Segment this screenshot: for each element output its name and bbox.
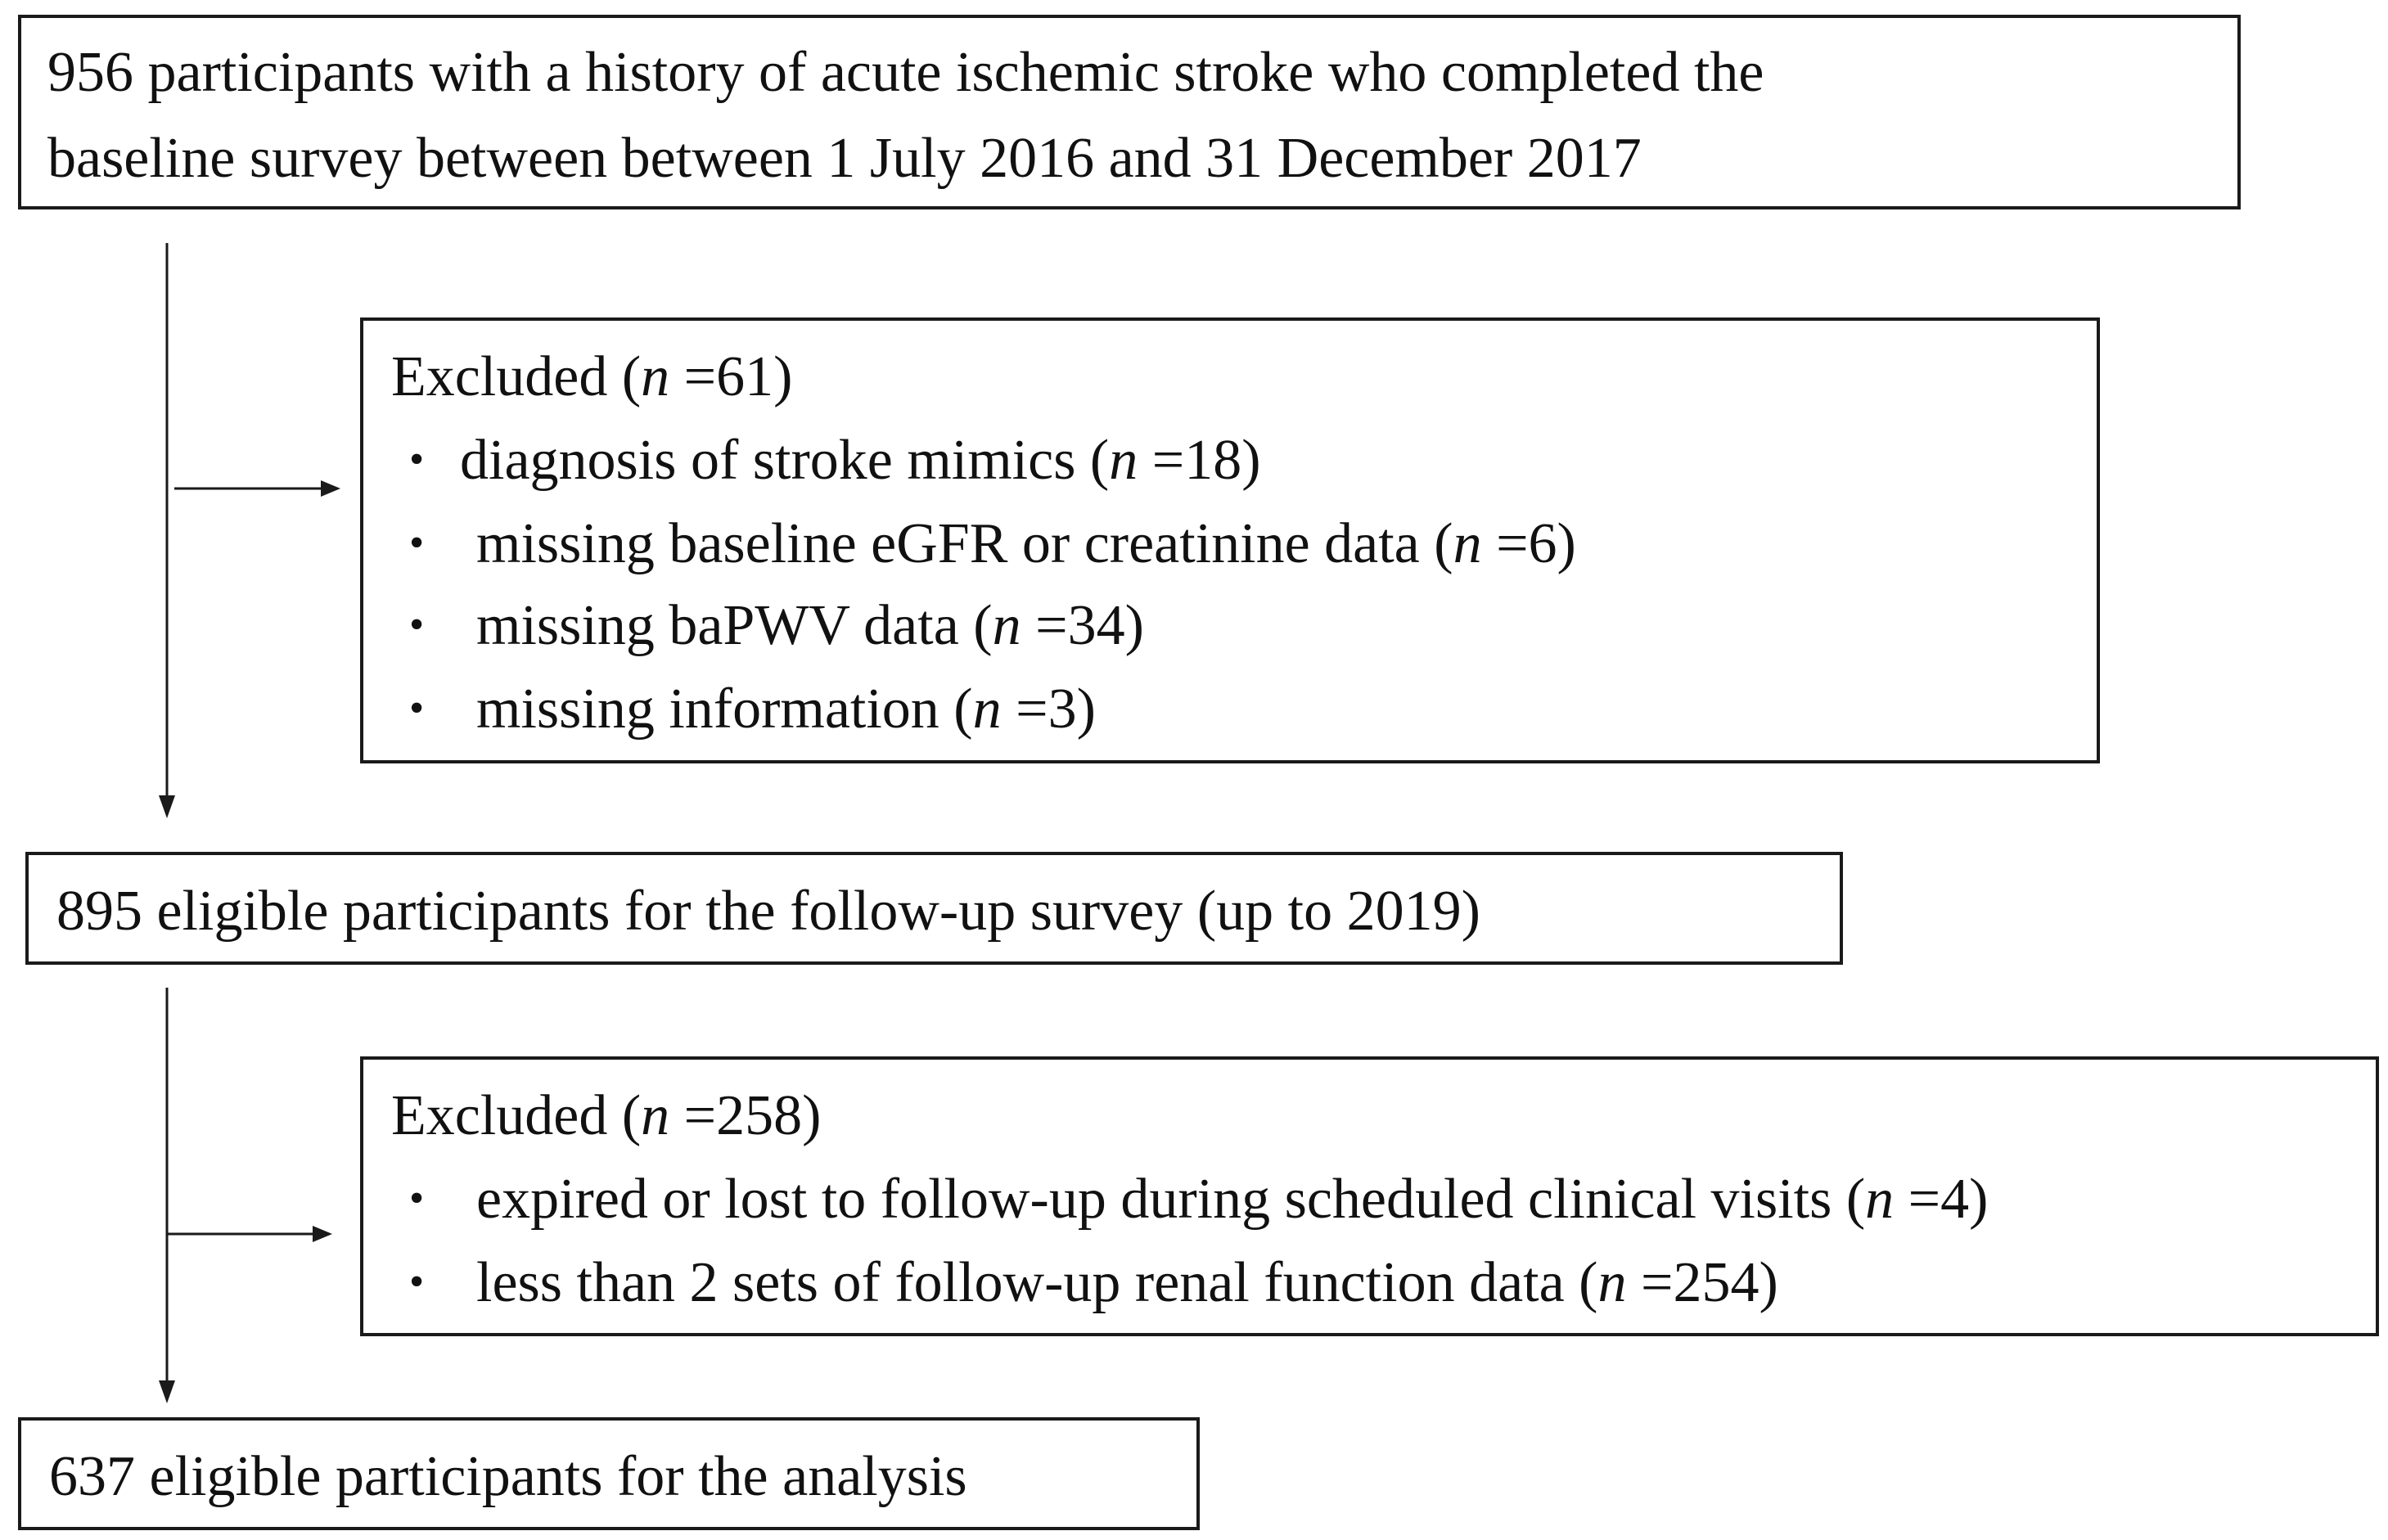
exclusion-1-item-2-text: missing baseline eGFR or creatinine data (	[476, 512, 1453, 575]
exclusion-1-item-4-suffix: =3)	[1001, 678, 1096, 741]
baseline-box-line-1: 956 participants with a history of acute ischemic stroke who completed the	[47, 41, 1764, 104]
exclusion-1-item-2-suffix: =6)	[1481, 512, 1576, 575]
exclusion-2-item-2-text: less than 2 sets of follow-up renal function data (	[476, 1251, 1598, 1314]
exclusion-1-item-1-suffix: =18)	[1138, 429, 1261, 492]
exclusion-2-title-prefix: Excluded (	[391, 1084, 642, 1147]
exclusion-1-item-2	[476, 512, 1576, 575]
exclusion-1-item-4-n: n	[972, 678, 1002, 741]
exclusion-1-bullet-4: •	[409, 685, 425, 732]
exclusion-2-item-2	[476, 1251, 1778, 1314]
exclusion-2-item-1-text: expired or lost to follow-up during scheduled clinical visits (	[476, 1168, 1866, 1231]
exclusion-1-item-1	[460, 429, 1261, 492]
exclusion-2-bullet-2: •	[409, 1259, 425, 1305]
exclusion-1-title-prefix: Excluded (	[391, 345, 642, 408]
exclusion-1-item-3-n: n	[992, 594, 1021, 657]
analysis-participants-box	[18, 1417, 1200, 1530]
exclusion-1-title-n: n	[641, 345, 670, 408]
baseline-box-line-2: baseline survey between between 1 July 2016 and 31 December 2017	[47, 127, 1642, 190]
exclusion-1-bullet-2: •	[409, 520, 425, 566]
exclusion-1-item-3	[476, 594, 1144, 657]
exclusion-box-2	[360, 1056, 2379, 1336]
exclusion-box-1	[360, 317, 2100, 763]
exclusion-1-title	[391, 345, 793, 408]
exclusion-2-title	[391, 1084, 822, 1147]
exclusion-1-item-3-text: missing baPWV data (	[476, 594, 993, 657]
exclusion-1-item-4	[476, 678, 1096, 741]
exclusion-1-bullet-3: •	[409, 601, 425, 648]
arrowhead-branch-1	[321, 480, 340, 497]
exclusion-2-item-2-suffix: =254)	[1626, 1251, 1778, 1314]
exclusion-1-item-2-n: n	[1453, 512, 1482, 575]
exclusion-1-item-1-text: diagnosis of stroke mimics (	[460, 429, 1110, 492]
exclusion-1-bullet-1: •	[409, 436, 425, 483]
exclusion-1-item-4-text: missing information (	[476, 678, 973, 741]
exclusion-1-item-1-n: n	[1109, 429, 1138, 492]
exclusion-2-item-1-n: n	[1865, 1168, 1895, 1231]
exclusion-2-bullet-1: •	[409, 1175, 425, 1222]
eligible-followup-box-line: 895 eligible participants for the follow-up survey (up to 2019)	[56, 880, 1480, 943]
exclusion-2-item-2-n: n	[1597, 1251, 1627, 1314]
exclusion-2-title-suffix: =258)	[669, 1084, 822, 1147]
exclusion-2-item-1	[476, 1168, 1989, 1231]
eligible-followup-box	[25, 852, 1843, 965]
arrowhead-main-1	[159, 795, 175, 818]
arrowhead-branch-2	[313, 1226, 332, 1242]
analysis-box-line: 637 eligible participants for the analysis	[49, 1445, 967, 1508]
exclusion-1-title-suffix: =61)	[669, 345, 793, 408]
baseline-participants-box	[18, 15, 2241, 209]
exclusion-2-item-1-suffix: =4)	[1894, 1168, 1989, 1231]
exclusion-2-title-n: n	[641, 1084, 670, 1147]
arrowhead-main-2	[159, 1380, 175, 1403]
exclusion-1-item-3-suffix: =34)	[1021, 594, 1144, 657]
